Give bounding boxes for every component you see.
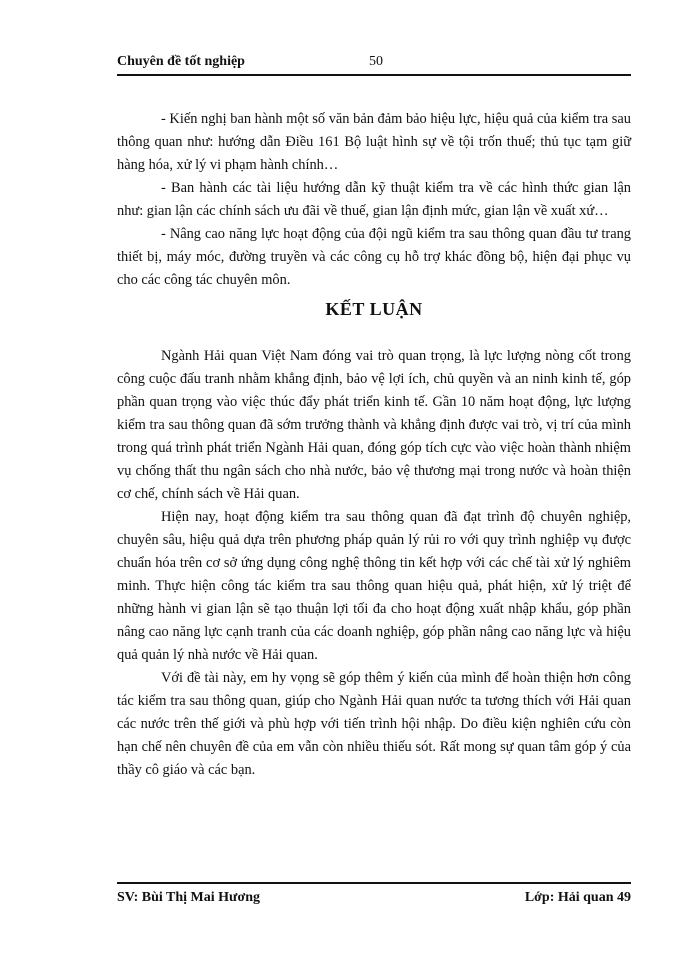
class-name: Lớp: Hải quan 49 xyxy=(524,890,631,905)
conclusion-paragraph: Với đề tài này, em hy vọng sẽ góp thêm ý kiến của mình để hoàn thiện hơn công tác kiểm tra sau thông quan, giúp cho Ngành Hải quan nước ta tương thích với Hải quan các nước trên thế giới và phù hợp với tiến trình hội nhập. Do điều kiện nghiên cứu còn hạn chế nên chuyên đề của em vẫn còn nhiều thiếu sót. Rất mong sự quan tâm góp ý của thầy cô giáo và các bạn. xyxy=(117,670,631,778)
recommendation-item: - Ban hành các tài liệu hướng dẫn kỹ thuật kiểm tra về các hình thức gian lận như: gian lận các chính sách ưu đãi về thuế, gian lận định mức, gian lận về xuất xứ… xyxy=(117,180,631,219)
page-number: 50 xyxy=(369,54,383,69)
conclusion-paragraph: Hiện nay, hoạt động kiểm tra sau thông quan đã đạt trình độ chuyên nghiệp, chuyên sâu, hiệu quả dựa trên phương pháp quản lý rủi ro với quy trình nghiệp vụ được chuẩn hóa trên cơ sở ứng dụng công nghệ thông tin kết hợp với các chế tài xử lý nghiêm minh. Thực hiện công tác kiểm tra sau thông quan hiệu quả, phát hiện, xử lý triệt để những hành vi gian lận sẽ tạo thuận lợi tối đa cho hoạt động xuất nhập khẩu, góp phần nâng cao năng lực cạnh tranh của các doanh nghiệp, góp phần nâng cao năng lực và hiệu quả quản lý nhà nước về Hải quan. xyxy=(117,509,631,663)
recommendation-item: - Kiến nghị ban hành một số văn bản đảm bảo hiệu lực, hiệu quả của kiểm tra sau thông quan như: hướng dẫn Điều 161 Bộ luật hình sự về tội trốn thuế; thủ tục tạm giữ hàng hóa, xử lý vi phạm hành chính… xyxy=(117,111,631,173)
conclusion-heading: KẾT LUẬN xyxy=(325,299,423,319)
conclusion-paragraph: Ngành Hải quan Việt Nam đóng vai trò quan trọng, là lực lượng nòng cốt trong công cuộc đấu tranh nhằm khẳng định, bảo vệ lợi ích, chủ quyền và an ninh kinh tế, góp phần quan trọng vào việc thúc đẩy phát triển kinh tế. Gần 10 năm hoạt động, lực lượng kiểm tra sau thông quan đã sớm trưởng thành và khẳng định được vai trò, vị trí của mình trong quá trình phát triển Ngành Hải quan, đóng góp tích cực vào việc hoàn thành nhiệm vụ chống thất thu ngân sách cho nhà nước, bảo vệ thương mại trong nước và hoàn thiện cơ chế, chính sách về Hải quan. xyxy=(117,348,631,502)
page-footer xyxy=(117,882,631,906)
page-content xyxy=(117,108,631,782)
recommendation-item: - Nâng cao năng lực hoạt động của đội ngũ kiểm tra sau thông quan đầu tư trang thiết bị, máy móc, đường truyền và các công cụ hỗ trợ khác đồng bộ, hiện đại phục vụ cho các công tác chuyên môn. xyxy=(117,226,631,288)
student-name: SV: Bùi Thị Mai Hương xyxy=(117,890,260,905)
header-title: Chuyên đề tốt nghiệp xyxy=(117,54,245,69)
page-header xyxy=(117,52,631,76)
